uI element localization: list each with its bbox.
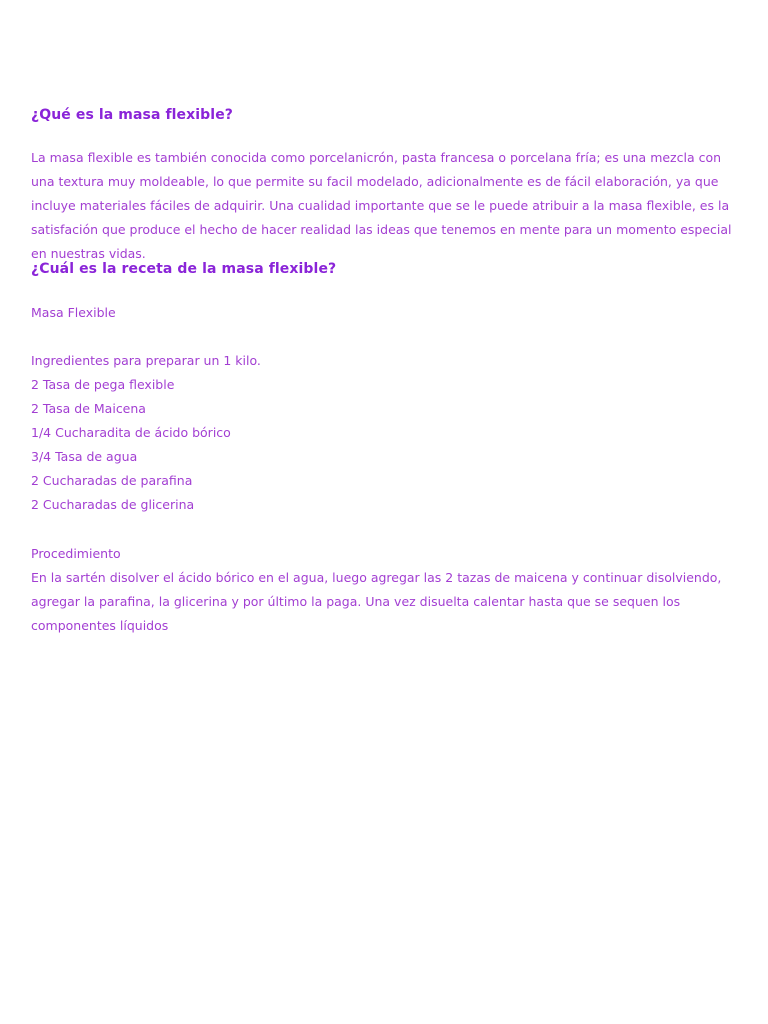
procedure-label: Procedimiento — [31, 546, 121, 561]
ingredient-item: 3/4 Tasa de agua — [31, 449, 138, 464]
procedure-text: En la sartén disolver el ácido bórico en el agua, luego agregar las 2 tazas de maicena y continuar disolviendo, agregar la parafina, la glicerina y por último la paga. Una vez disuelta calentar hasta que se sequen los componentes líquidos — [31, 570, 722, 633]
ingredient-item: 2 Cucharadas de parafina — [31, 473, 193, 488]
ingredients-intro: Ingredientes para preparar un 1 kilo. — [31, 353, 261, 368]
section-title-what-is: ¿Qué es la masa flexible? — [31, 107, 234, 123]
ingredient-item: 2 Tasa de pega flexible — [31, 377, 175, 392]
ingredient-item: 1/4 Cucharadita de ácido bórico — [31, 425, 231, 440]
ingredient-item: 2 Tasa de Maicena — [31, 401, 146, 416]
intro-paragraph: La masa flexible es también conocida como porcelanicrón, pasta francesa o porcelana fría; es una mezcla con una textura muy moldeable, lo que permite su facil modelado, adicionalmente es de fácil elaboración, ya que incluye materiales fáciles de adquirir. Una cualidad importante que se le puede atribuir a la masa flexible, es la satisfación que produce el hecho de hacer realidad las ideas que tenemos en mente para un momento especial en nuestras vidas. — [31, 150, 732, 261]
section-title-recipe: ¿Cuál es la receta de la masa flexible? — [31, 261, 337, 277]
recipe-name: Masa Flexible — [31, 305, 116, 320]
ingredient-item: 2 Cucharadas de glicerina — [31, 497, 195, 512]
ingredients-list — [31, 349, 261, 517]
